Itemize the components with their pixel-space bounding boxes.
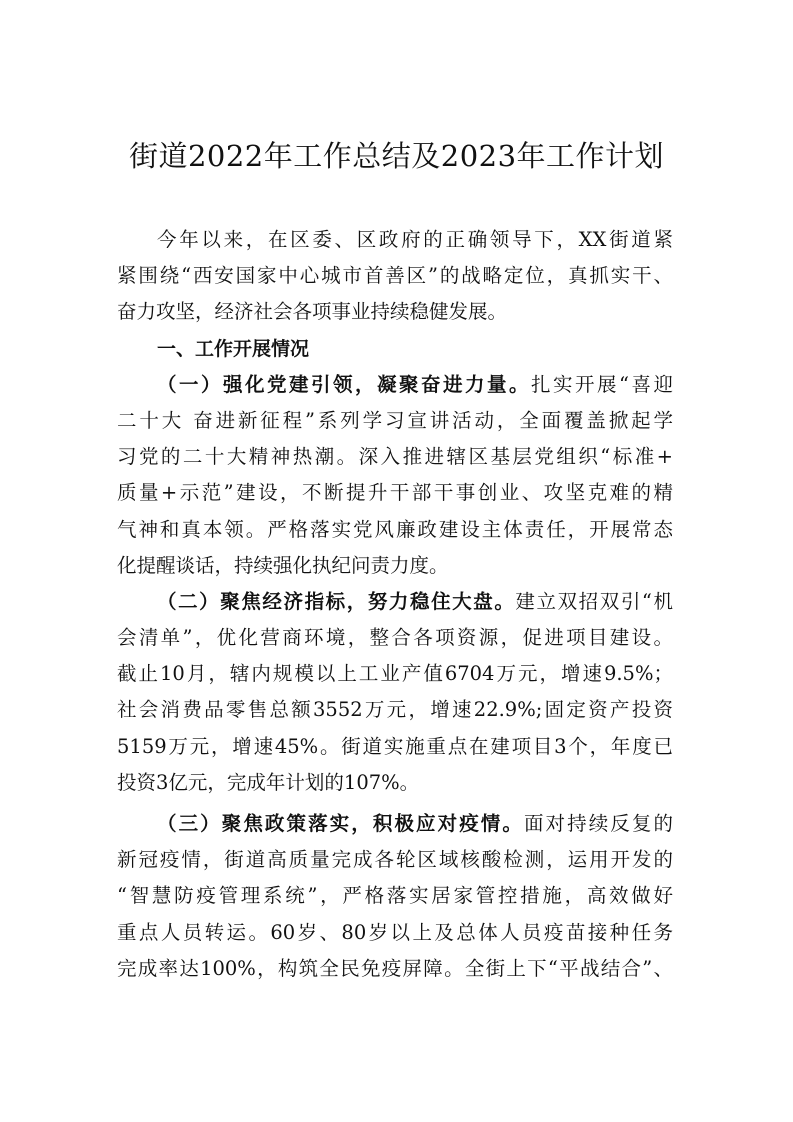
paragraph-lead: （一）强化党建引领，凝聚奋进力量。 (157, 372, 532, 396)
intro-line: 奋力攻坚，经济社会各项事业持续稳健发展。 (117, 300, 508, 324)
paragraph-line: 化提醒谈话，持续强化执纪问责力度。 (117, 553, 449, 577)
paragraph-line: 投资3亿元，完成年计划的107%。 (117, 770, 420, 794)
paragraph-line: 完成率达100%，构筑全民免疫屏障。全街上下“平战结合”、 (117, 956, 673, 980)
paragraph-line: “智慧防疫管理系统”，严格落实居家管控措施，高效做好 (117, 884, 673, 908)
paragraph-text: 面对持续反复的 (523, 812, 673, 835)
paragraph-line: 习党的二十大精神热潮。深入推进辖区基层党组织“标准+ (117, 445, 673, 469)
paragraph-first-line (117, 584, 673, 620)
paragraph-first-line (117, 806, 673, 842)
paragraph-line: 质量+示范”建设，不断提升干部干事创业、攻坚克难的精 (117, 481, 673, 505)
paragraph-line: 会清单”，优化营商环境，整合各项资源，促进项目建设。 (117, 626, 673, 650)
paragraph-line: 新冠疫情，街道高质量完成各轮区域核酸检测，运用开发的 (117, 848, 673, 872)
document-title: 街道2022年工作总结及2023年工作计划 (128, 139, 665, 173)
paragraph-first-line (117, 367, 673, 403)
paragraph-line: 重点人员转运。60岁、80岁以上及总体人员疫苗接种任务 (117, 920, 673, 944)
paragraph-line: 截止10月，辖内规模以上工业产值6704万元，增速9.5%； (117, 662, 673, 686)
intro-line: 紧围绕“西安国家中心城市首善区”的战略定位，真抓实干、 (117, 264, 673, 288)
paragraph-text: 建立双招双引“机 (515, 589, 673, 613)
paragraph-lead: （三）聚焦政策落实，积极应对疫情。 (157, 812, 524, 835)
section-heading: 一、工作开展情况 (157, 337, 310, 360)
paragraph-line: 二十大 奋进新征程”系列学习宣讲活动，全面覆盖掀起学 (117, 408, 673, 432)
paragraph-text: 扎实开展“喜迎 (531, 372, 673, 396)
paragraph-lead: （二）聚焦经济指标，努力稳住大盘。 (157, 589, 516, 613)
paragraph-line: 气神和真本领。严格落实党风廉政建设主体责任，开展常态 (117, 517, 673, 541)
paragraph-line: 5159万元，增速45%。街道实施重点在建项目3个，年度已 (117, 734, 673, 758)
paragraph-line: 社会消费品零售总额3552万元，增速22.9%;固定资产投资 (117, 698, 673, 722)
intro-line: 今年以来，在区委、区政府的正确领导下，XX街道紧 (157, 228, 673, 251)
document-body (117, 222, 673, 987)
